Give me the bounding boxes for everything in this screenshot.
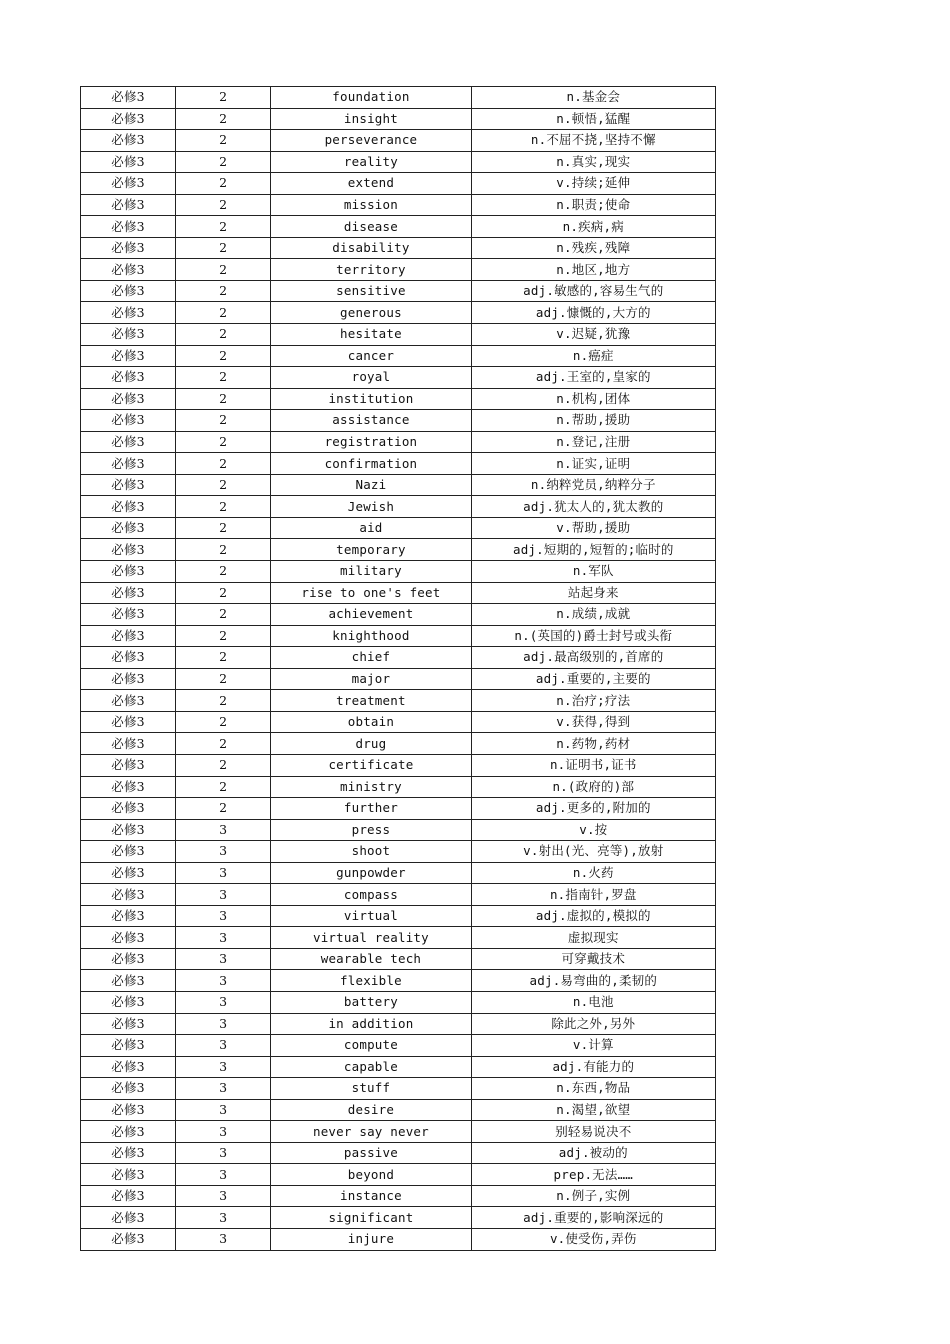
- cell-meaning: prep.无法……: [471, 1164, 715, 1186]
- cell-unit: 3: [176, 1035, 271, 1057]
- cell-meaning: n.机构,团体: [471, 388, 715, 410]
- table-row: [81, 453, 716, 475]
- cell-word: major: [271, 668, 471, 690]
- cell-word: generous: [271, 302, 471, 324]
- cell-book: 必修3: [81, 474, 176, 496]
- table-row: [81, 561, 716, 583]
- cell-word: achievement: [271, 604, 471, 626]
- cell-meaning: n.纳粹党员,纳粹分子: [471, 474, 715, 496]
- cell-word: rise to one's feet: [271, 582, 471, 604]
- cell-meaning: n.(英国的)爵士封号或头衔: [471, 625, 715, 647]
- table-row: [81, 970, 716, 992]
- table-row: [81, 948, 716, 970]
- cell-meaning: v.计算: [471, 1035, 715, 1057]
- cell-unit: 2: [176, 367, 271, 389]
- cell-meaning: adj.重要的,影响深远的: [471, 1207, 715, 1229]
- cell-book: 必修3: [81, 1228, 176, 1250]
- vocabulary-table-body: [81, 87, 716, 1251]
- cell-word: Nazi: [271, 474, 471, 496]
- cell-unit: 2: [176, 388, 271, 410]
- cell-book: 必修3: [81, 604, 176, 626]
- cell-word: extend: [271, 173, 471, 195]
- cell-unit: 2: [176, 539, 271, 561]
- cell-word: temporary: [271, 539, 471, 561]
- table-row: [81, 431, 716, 453]
- cell-word: virtual: [271, 905, 471, 927]
- cell-meaning: adj.有能力的: [471, 1056, 715, 1078]
- table-row: [81, 474, 716, 496]
- cell-unit: 2: [176, 711, 271, 733]
- cell-word: flexible: [271, 970, 471, 992]
- cell-word: never say never: [271, 1121, 471, 1143]
- table-row: [81, 841, 716, 863]
- cell-meaning: n.火药: [471, 862, 715, 884]
- cell-word: significant: [271, 1207, 471, 1229]
- cell-word: shoot: [271, 841, 471, 863]
- cell-book: 必修3: [81, 410, 176, 432]
- table-row: [81, 1121, 716, 1143]
- cell-unit: 3: [176, 819, 271, 841]
- cell-unit: 2: [176, 280, 271, 302]
- cell-book: 必修3: [81, 388, 176, 410]
- cell-unit: 3: [176, 1185, 271, 1207]
- cell-book: 必修3: [81, 259, 176, 281]
- cell-word: territory: [271, 259, 471, 281]
- table-row: [81, 216, 716, 238]
- cell-book: 必修3: [81, 561, 176, 583]
- cell-book: 必修3: [81, 1121, 176, 1143]
- cell-meaning: adj.虚拟的,模拟的: [471, 905, 715, 927]
- cell-book: 必修3: [81, 453, 176, 475]
- cell-unit: 3: [176, 1121, 271, 1143]
- cell-book: 必修3: [81, 905, 176, 927]
- table-row: [81, 668, 716, 690]
- cell-book: 必修3: [81, 539, 176, 561]
- cell-word: royal: [271, 367, 471, 389]
- cell-meaning: n.地区,地方: [471, 259, 715, 281]
- cell-word: reality: [271, 151, 471, 173]
- cell-word: obtain: [271, 711, 471, 733]
- cell-word: disability: [271, 237, 471, 259]
- cell-word: treatment: [271, 690, 471, 712]
- table-row: [81, 345, 716, 367]
- cell-book: 必修3: [81, 862, 176, 884]
- cell-unit: 3: [176, 1228, 271, 1250]
- cell-unit: 3: [176, 1013, 271, 1035]
- cell-word: passive: [271, 1142, 471, 1164]
- table-row: [81, 927, 716, 949]
- cell-word: cancer: [271, 345, 471, 367]
- cell-meaning: n.药物,药材: [471, 733, 715, 755]
- cell-word: insight: [271, 108, 471, 130]
- cell-book: 必修3: [81, 345, 176, 367]
- cell-word: assistance: [271, 410, 471, 432]
- cell-book: 必修3: [81, 194, 176, 216]
- table-row: [81, 905, 716, 927]
- cell-word: desire: [271, 1099, 471, 1121]
- cell-word: compute: [271, 1035, 471, 1057]
- cell-meaning: n.指南针,罗盘: [471, 884, 715, 906]
- table-row: [81, 798, 716, 820]
- cell-unit: 2: [176, 625, 271, 647]
- cell-meaning: v.获得,得到: [471, 711, 715, 733]
- cell-book: 必修3: [81, 1035, 176, 1057]
- table-row: [81, 819, 716, 841]
- cell-unit: 2: [176, 582, 271, 604]
- cell-unit: 2: [176, 431, 271, 453]
- cell-unit: 2: [176, 130, 271, 152]
- table-row: [81, 884, 716, 906]
- cell-meaning: v.射出(光、亮等),放射: [471, 841, 715, 863]
- cell-book: 必修3: [81, 431, 176, 453]
- cell-word: further: [271, 798, 471, 820]
- table-row: [81, 108, 716, 130]
- cell-word: compass: [271, 884, 471, 906]
- table-row: [81, 690, 716, 712]
- cell-book: 必修3: [81, 1185, 176, 1207]
- cell-meaning: adj.最高级别的,首席的: [471, 647, 715, 669]
- table-row: [81, 1142, 716, 1164]
- cell-book: 必修3: [81, 130, 176, 152]
- table-row: [81, 1228, 716, 1250]
- cell-meaning: 站起身来: [471, 582, 715, 604]
- table-row: [81, 539, 716, 561]
- cell-meaning: n.职责;使命: [471, 194, 715, 216]
- cell-meaning: 可穿戴技术: [471, 948, 715, 970]
- cell-book: 必修3: [81, 1142, 176, 1164]
- table-row: [81, 647, 716, 669]
- cell-word: certificate: [271, 754, 471, 776]
- cell-meaning: adj.敏感的,容易生气的: [471, 280, 715, 302]
- cell-unit: 3: [176, 841, 271, 863]
- cell-book: 必修3: [81, 1013, 176, 1035]
- cell-word: aid: [271, 517, 471, 539]
- cell-meaning: n.例子,实例: [471, 1185, 715, 1207]
- cell-unit: 2: [176, 474, 271, 496]
- cell-unit: 2: [176, 668, 271, 690]
- table-row: [81, 625, 716, 647]
- cell-book: 必修3: [81, 733, 176, 755]
- cell-unit: 3: [176, 905, 271, 927]
- cell-book: 必修3: [81, 216, 176, 238]
- cell-meaning: 别轻易说决不: [471, 1121, 715, 1143]
- cell-unit: 2: [176, 259, 271, 281]
- cell-word: knighthood: [271, 625, 471, 647]
- cell-unit: 2: [176, 345, 271, 367]
- cell-unit: 2: [176, 302, 271, 324]
- cell-word: wearable tech: [271, 948, 471, 970]
- cell-meaning: n.渴望,欲望: [471, 1099, 715, 1121]
- cell-unit: 3: [176, 1142, 271, 1164]
- cell-word: hesitate: [271, 324, 471, 346]
- cell-book: 必修3: [81, 237, 176, 259]
- cell-unit: 3: [176, 948, 271, 970]
- cell-meaning: adj.犹太人的,犹太教的: [471, 496, 715, 518]
- cell-meaning: v.迟疑,犹豫: [471, 324, 715, 346]
- cell-book: 必修3: [81, 841, 176, 863]
- cell-word: confirmation: [271, 453, 471, 475]
- cell-word: mission: [271, 194, 471, 216]
- cell-book: 必修3: [81, 151, 176, 173]
- table-row: [81, 1056, 716, 1078]
- cell-meaning: n.证明书,证书: [471, 754, 715, 776]
- table-row: [81, 711, 716, 733]
- cell-meaning: n.真实,现实: [471, 151, 715, 173]
- cell-meaning: n.(政府的)部: [471, 776, 715, 798]
- cell-book: 必修3: [81, 819, 176, 841]
- cell-meaning: v.帮助,援助: [471, 517, 715, 539]
- cell-book: 必修3: [81, 798, 176, 820]
- table-row: [81, 1164, 716, 1186]
- table-row: [81, 324, 716, 346]
- cell-book: 必修3: [81, 302, 176, 324]
- cell-book: 必修3: [81, 280, 176, 302]
- cell-meaning: adj.易弯曲的,柔韧的: [471, 970, 715, 992]
- cell-book: 必修3: [81, 927, 176, 949]
- cell-book: 必修3: [81, 625, 176, 647]
- cell-meaning: v.持续;延伸: [471, 173, 715, 195]
- cell-meaning: adj.被动的: [471, 1142, 715, 1164]
- cell-unit: 2: [176, 410, 271, 432]
- table-row: [81, 733, 716, 755]
- cell-word: Jewish: [271, 496, 471, 518]
- cell-book: 必修3: [81, 87, 176, 109]
- cell-meaning: v.按: [471, 819, 715, 841]
- cell-unit: 2: [176, 87, 271, 109]
- cell-meaning: n.成绩,成就: [471, 604, 715, 626]
- cell-unit: 3: [176, 1099, 271, 1121]
- cell-unit: 3: [176, 862, 271, 884]
- table-row: [81, 410, 716, 432]
- cell-book: 必修3: [81, 668, 176, 690]
- table-row: [81, 302, 716, 324]
- cell-meaning: n.电池: [471, 991, 715, 1013]
- cell-unit: 2: [176, 453, 271, 475]
- cell-unit: 3: [176, 1078, 271, 1100]
- cell-meaning: n.顿悟,猛醒: [471, 108, 715, 130]
- cell-unit: 2: [176, 151, 271, 173]
- cell-book: 必修3: [81, 496, 176, 518]
- cell-word: in addition: [271, 1013, 471, 1035]
- cell-word: battery: [271, 991, 471, 1013]
- cell-book: 必修3: [81, 884, 176, 906]
- cell-meaning: adj.短期的,短暂的;临时的: [471, 539, 715, 561]
- cell-meaning: n.帮助,援助: [471, 410, 715, 432]
- cell-unit: 2: [176, 173, 271, 195]
- cell-book: 必修3: [81, 173, 176, 195]
- cell-word: instance: [271, 1185, 471, 1207]
- cell-unit: 3: [176, 1164, 271, 1186]
- cell-unit: 2: [176, 754, 271, 776]
- cell-unit: 2: [176, 647, 271, 669]
- table-row: [81, 367, 716, 389]
- cell-word: chief: [271, 647, 471, 669]
- cell-book: 必修3: [81, 647, 176, 669]
- cell-word: press: [271, 819, 471, 841]
- cell-book: 必修3: [81, 1078, 176, 1100]
- cell-unit: 3: [176, 991, 271, 1013]
- cell-book: 必修3: [81, 1164, 176, 1186]
- table-row: [81, 259, 716, 281]
- cell-meaning: n.军队: [471, 561, 715, 583]
- table-row: [81, 151, 716, 173]
- cell-book: 必修3: [81, 711, 176, 733]
- cell-meaning: 虚拟现实: [471, 927, 715, 949]
- cell-meaning: adj.更多的,附加的: [471, 798, 715, 820]
- cell-book: 必修3: [81, 582, 176, 604]
- vocabulary-table: [80, 86, 716, 1251]
- cell-unit: 2: [176, 776, 271, 798]
- cell-unit: 2: [176, 496, 271, 518]
- table-row: [81, 754, 716, 776]
- cell-word: institution: [271, 388, 471, 410]
- cell-unit: 2: [176, 216, 271, 238]
- cell-meaning: n.证实,证明: [471, 453, 715, 475]
- cell-unit: 2: [176, 733, 271, 755]
- cell-word: sensitive: [271, 280, 471, 302]
- table-row: [81, 237, 716, 259]
- table-row: [81, 130, 716, 152]
- cell-book: 必修3: [81, 367, 176, 389]
- table-row: [81, 280, 716, 302]
- cell-unit: 2: [176, 690, 271, 712]
- cell-word: foundation: [271, 87, 471, 109]
- cell-word: capable: [271, 1056, 471, 1078]
- cell-meaning: n.不屈不挠,坚持不懈: [471, 130, 715, 152]
- table-row: [81, 604, 716, 626]
- cell-book: 必修3: [81, 517, 176, 539]
- cell-book: 必修3: [81, 1207, 176, 1229]
- table-row: [81, 87, 716, 109]
- cell-unit: 2: [176, 604, 271, 626]
- table-row: [81, 1078, 716, 1100]
- cell-meaning: n.治疗;疗法: [471, 690, 715, 712]
- cell-word: gunpowder: [271, 862, 471, 884]
- cell-unit: 3: [176, 1056, 271, 1078]
- cell-book: 必修3: [81, 108, 176, 130]
- cell-word: perseverance: [271, 130, 471, 152]
- table-row: [81, 1013, 716, 1035]
- cell-unit: 3: [176, 1207, 271, 1229]
- cell-word: drug: [271, 733, 471, 755]
- cell-unit: 2: [176, 798, 271, 820]
- cell-meaning: adj.重要的,主要的: [471, 668, 715, 690]
- table-row: [81, 173, 716, 195]
- table-row: [81, 991, 716, 1013]
- cell-meaning: adj.慷慨的,大方的: [471, 302, 715, 324]
- table-row: [81, 517, 716, 539]
- cell-meaning: n.疾病,病: [471, 216, 715, 238]
- table-row: [81, 496, 716, 518]
- cell-book: 必修3: [81, 970, 176, 992]
- cell-meaning: n.癌症: [471, 345, 715, 367]
- cell-unit: 2: [176, 561, 271, 583]
- cell-book: 必修3: [81, 754, 176, 776]
- cell-unit: 3: [176, 927, 271, 949]
- cell-meaning: adj.王室的,皇家的: [471, 367, 715, 389]
- cell-unit: 3: [176, 970, 271, 992]
- cell-meaning: n.残疾,残障: [471, 237, 715, 259]
- cell-word: disease: [271, 216, 471, 238]
- cell-book: 必修3: [81, 1056, 176, 1078]
- cell-book: 必修3: [81, 991, 176, 1013]
- cell-meaning: n.登记,注册: [471, 431, 715, 453]
- cell-unit: 2: [176, 324, 271, 346]
- cell-unit: 2: [176, 517, 271, 539]
- cell-book: 必修3: [81, 690, 176, 712]
- cell-book: 必修3: [81, 324, 176, 346]
- table-row: [81, 388, 716, 410]
- cell-book: 必修3: [81, 1099, 176, 1121]
- table-row: [81, 582, 716, 604]
- cell-meaning: n.基金会: [471, 87, 715, 109]
- cell-word: stuff: [271, 1078, 471, 1100]
- cell-unit: 3: [176, 884, 271, 906]
- table-row: [81, 1099, 716, 1121]
- cell-unit: 2: [176, 237, 271, 259]
- table-row: [81, 776, 716, 798]
- cell-word: beyond: [271, 1164, 471, 1186]
- cell-meaning: n.东西,物品: [471, 1078, 715, 1100]
- table-row: [81, 1207, 716, 1229]
- cell-word: ministry: [271, 776, 471, 798]
- cell-unit: 2: [176, 194, 271, 216]
- cell-word: injure: [271, 1228, 471, 1250]
- cell-meaning: 除此之外,另外: [471, 1013, 715, 1035]
- table-row: [81, 1035, 716, 1057]
- cell-meaning: v.使受伤,弄伤: [471, 1228, 715, 1250]
- cell-word: virtual reality: [271, 927, 471, 949]
- cell-book: 必修3: [81, 948, 176, 970]
- cell-word: registration: [271, 431, 471, 453]
- cell-book: 必修3: [81, 776, 176, 798]
- cell-word: military: [271, 561, 471, 583]
- table-row: [81, 862, 716, 884]
- table-row: [81, 1185, 716, 1207]
- cell-unit: 2: [176, 108, 271, 130]
- table-row: [81, 194, 716, 216]
